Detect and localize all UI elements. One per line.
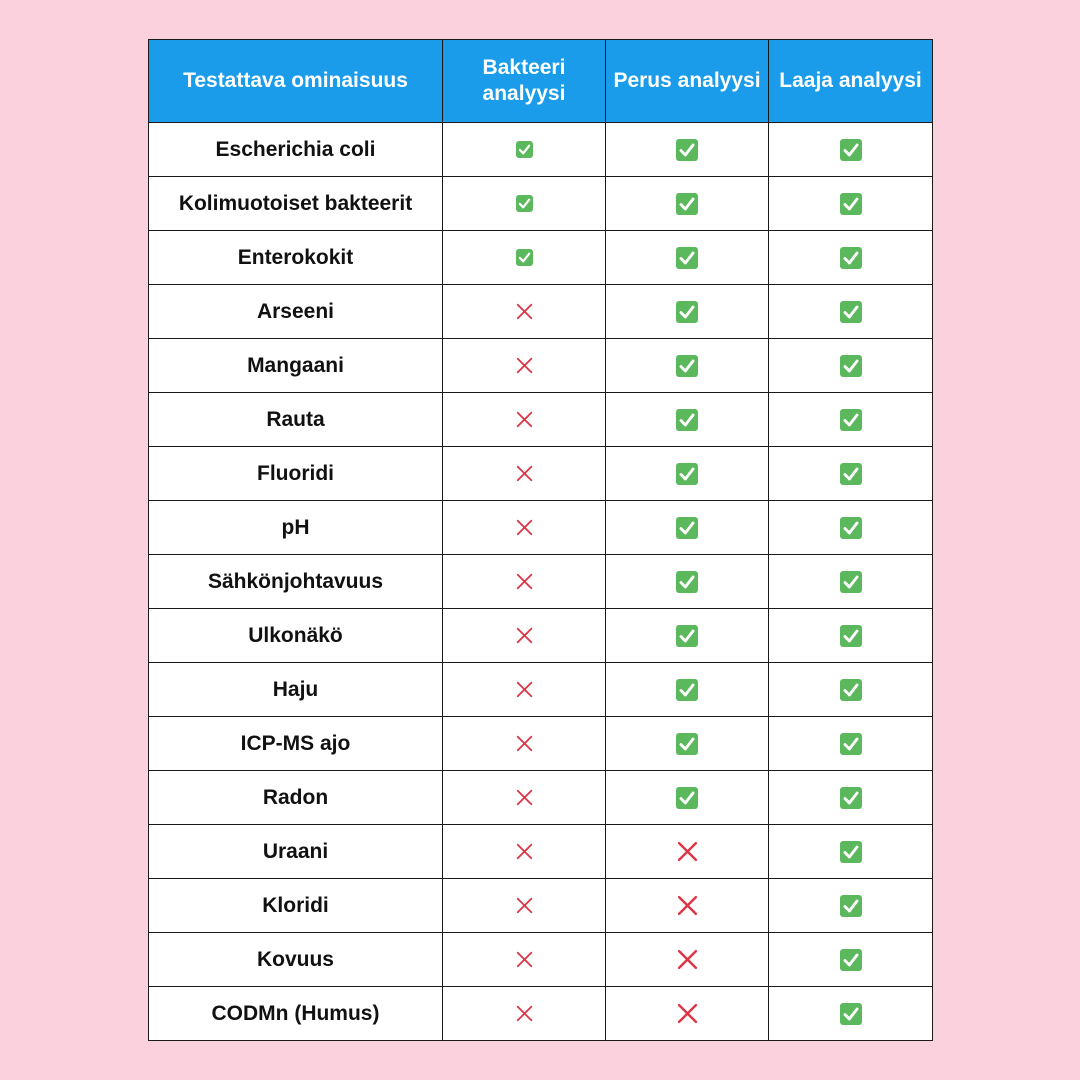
cell-bacteria (443, 609, 606, 663)
table-row (149, 177, 933, 231)
cell-extended (769, 393, 933, 447)
table-row (149, 717, 933, 771)
property-name: Kolimuotoiset bakteerit (149, 177, 443, 231)
property-name: Sähkönjohtavuus (149, 555, 443, 609)
table-row (149, 879, 933, 933)
property-name: Radon (149, 771, 443, 825)
cell-bacteria (443, 123, 606, 177)
check-mark-icon (516, 195, 533, 212)
cell-bacteria (443, 555, 606, 609)
cell-bacteria (443, 231, 606, 285)
cell-basic (606, 447, 769, 501)
table-row (149, 987, 933, 1041)
cell-basic (606, 177, 769, 231)
check-mark-icon (840, 193, 862, 215)
check-mark-icon (840, 463, 862, 485)
check-mark-icon (676, 139, 698, 161)
cell-basic (606, 231, 769, 285)
property-name: CODMn (Humus) (149, 987, 443, 1041)
property-name: ICP-MS ajo (149, 717, 443, 771)
cell-extended (769, 177, 933, 231)
check-mark-icon (676, 787, 698, 809)
check-mark-icon (840, 139, 862, 161)
cell-basic (606, 825, 769, 879)
property-name: Haju (149, 663, 443, 717)
cell-extended (769, 285, 933, 339)
cell-basic (606, 393, 769, 447)
table-row (149, 285, 933, 339)
cross-mark-icon (516, 357, 533, 374)
check-mark-icon (676, 571, 698, 593)
check-mark-icon (676, 679, 698, 701)
cell-extended (769, 825, 933, 879)
cell-basic (606, 501, 769, 555)
cell-extended (769, 447, 933, 501)
header-row (149, 40, 933, 123)
comparison-table (148, 39, 933, 1041)
cell-basic (606, 987, 769, 1041)
table-body (149, 123, 933, 1041)
table-row (149, 663, 933, 717)
table-row (149, 555, 933, 609)
cell-bacteria (443, 771, 606, 825)
cross-mark-icon (516, 897, 533, 914)
cell-extended (769, 717, 933, 771)
cell-extended (769, 339, 933, 393)
check-mark-icon (840, 679, 862, 701)
check-mark-icon (840, 1003, 862, 1025)
cell-extended (769, 987, 933, 1041)
cross-mark-icon (516, 789, 533, 806)
cross-mark-icon (516, 843, 533, 860)
check-mark-icon (840, 571, 862, 593)
cell-bacteria (443, 933, 606, 987)
cell-basic (606, 663, 769, 717)
property-name: Fluoridi (149, 447, 443, 501)
cell-bacteria (443, 339, 606, 393)
cross-mark-icon (516, 303, 533, 320)
check-mark-icon (676, 733, 698, 755)
check-mark-icon (840, 409, 862, 431)
cell-basic (606, 879, 769, 933)
check-mark-icon (840, 841, 862, 863)
cell-extended (769, 771, 933, 825)
cross-mark-icon (516, 411, 533, 428)
table-row (149, 609, 933, 663)
property-name: Uraani (149, 825, 443, 879)
table-row (149, 447, 933, 501)
check-mark-icon (840, 949, 862, 971)
cell-basic (606, 717, 769, 771)
property-name: Enterokokit (149, 231, 443, 285)
cell-basic (606, 933, 769, 987)
header-basic-analysis: Perus analyysi (606, 40, 769, 123)
check-mark-icon (516, 249, 533, 266)
cell-basic (606, 123, 769, 177)
cross-mark-icon (516, 951, 533, 968)
cross-mark-icon (516, 627, 533, 644)
cell-bacteria (443, 717, 606, 771)
property-name: Kovuus (149, 933, 443, 987)
cross-mark-icon (516, 519, 533, 536)
cross-mark-icon (516, 735, 533, 752)
property-name: Kloridi (149, 879, 443, 933)
check-mark-icon (676, 463, 698, 485)
cell-bacteria (443, 501, 606, 555)
cell-extended (769, 555, 933, 609)
cell-bacteria (443, 177, 606, 231)
cross-mark-icon (677, 1003, 698, 1024)
cross-mark-icon (516, 681, 533, 698)
cell-bacteria (443, 987, 606, 1041)
table-row (149, 393, 933, 447)
cell-bacteria (443, 879, 606, 933)
table-row (149, 123, 933, 177)
header-property: Testattava ominaisuus (149, 40, 443, 123)
cell-extended (769, 123, 933, 177)
cell-bacteria (443, 285, 606, 339)
check-mark-icon (840, 895, 862, 917)
property-name: pH (149, 501, 443, 555)
check-mark-icon (840, 301, 862, 323)
check-mark-icon (676, 247, 698, 269)
cell-extended (769, 933, 933, 987)
property-name: Mangaani (149, 339, 443, 393)
check-mark-icon (676, 301, 698, 323)
check-mark-icon (840, 517, 862, 539)
check-mark-icon (840, 355, 862, 377)
cell-basic (606, 609, 769, 663)
header-bacteria-analysis: Bakteeri analyysi (443, 40, 606, 123)
cell-extended (769, 609, 933, 663)
check-mark-icon (840, 733, 862, 755)
cross-mark-icon (677, 841, 698, 862)
table-row (149, 231, 933, 285)
check-mark-icon (516, 141, 533, 158)
cross-mark-icon (677, 895, 698, 916)
cell-bacteria (443, 825, 606, 879)
cell-bacteria (443, 447, 606, 501)
table-row (149, 501, 933, 555)
cell-extended (769, 231, 933, 285)
cell-extended (769, 663, 933, 717)
check-mark-icon (676, 193, 698, 215)
cross-mark-icon (516, 573, 533, 590)
cell-extended (769, 879, 933, 933)
table-header (149, 40, 933, 123)
check-mark-icon (840, 247, 862, 269)
property-name: Escherichia coli (149, 123, 443, 177)
table-row (149, 933, 933, 987)
cross-mark-icon (516, 465, 533, 482)
property-name: Rauta (149, 393, 443, 447)
table-row (149, 771, 933, 825)
check-mark-icon (676, 355, 698, 377)
check-mark-icon (676, 625, 698, 647)
header-extended-analysis: Laaja analyysi (769, 40, 933, 123)
cross-mark-icon (516, 1005, 533, 1022)
cell-basic (606, 771, 769, 825)
property-name: Ulkonäkö (149, 609, 443, 663)
check-mark-icon (840, 625, 862, 647)
cell-basic (606, 285, 769, 339)
table-row (149, 825, 933, 879)
cell-basic (606, 339, 769, 393)
property-name: Arseeni (149, 285, 443, 339)
cross-mark-icon (677, 949, 698, 970)
check-mark-icon (676, 409, 698, 431)
table-row (149, 339, 933, 393)
cell-bacteria (443, 393, 606, 447)
check-mark-icon (840, 787, 862, 809)
cell-extended (769, 501, 933, 555)
check-mark-icon (676, 517, 698, 539)
cell-basic (606, 555, 769, 609)
cell-bacteria (443, 663, 606, 717)
